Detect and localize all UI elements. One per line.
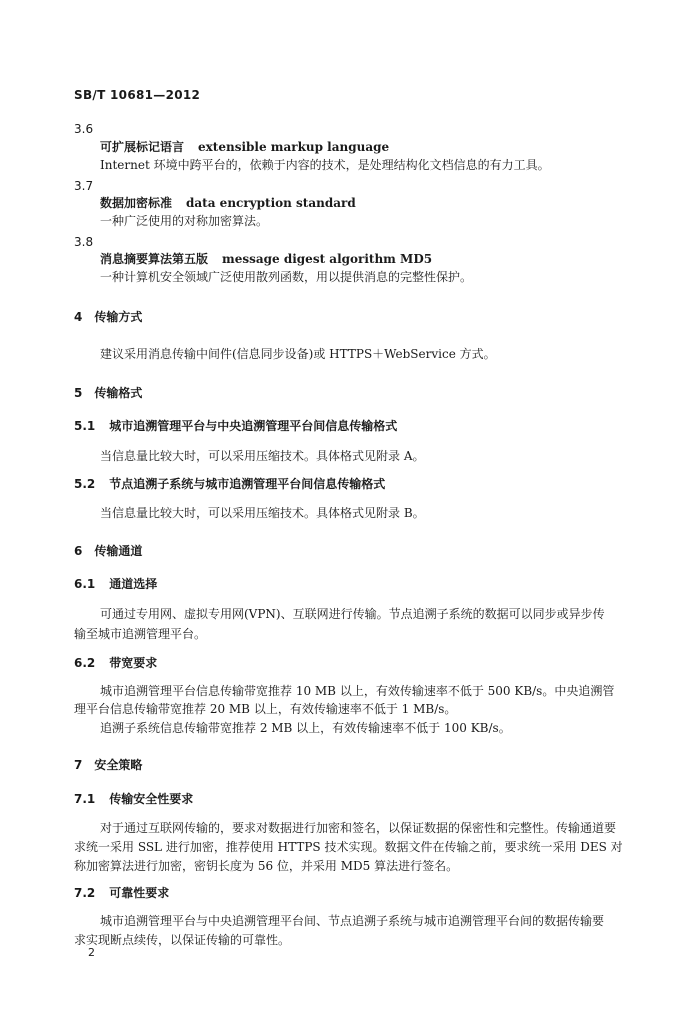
subsection-heading	[74, 418, 397, 434]
term-cn: 可扩展标记语言	[100, 140, 185, 154]
section-heading	[74, 757, 142, 773]
paragraph: 建议采用消息传输中间件(信息同步设备)或 HTTPS＋WebService 方式。	[100, 347, 496, 361]
paragraph-line: 求实现断点续传，以保证传输的可靠性。	[74, 933, 291, 947]
term-number: 3.6	[74, 122, 94, 136]
term-heading	[100, 139, 389, 155]
subsection-heading	[74, 791, 193, 807]
section-title: 传输方式	[94, 310, 143, 324]
subsection-number: 7.2	[74, 886, 96, 900]
term-number: 3.7	[74, 179, 94, 193]
section-number: 5	[74, 386, 83, 400]
term-en: message digest algorithm MD5	[222, 252, 433, 266]
subsection-number: 5.2	[74, 477, 96, 491]
paragraph-line: 理平台信息传输带宽推荐 20 MB 以上，有效传输速率不低于 1 MB/s。	[74, 702, 457, 716]
section-heading	[74, 543, 142, 559]
paragraph-line: 城市追溯管理平台信息传输带宽推荐 10 MB 以上，有效传输速率不低于 500 KB/s。中央追溯管	[100, 684, 615, 698]
term-number: 3.8	[74, 235, 94, 249]
term-cn: 数据加密标准	[100, 196, 173, 210]
paragraph-line: 城市追溯管理平台与中央追溯管理平台间、节点追溯子系统与城市追溯管理平台间的数据传输要	[100, 914, 605, 928]
term-heading	[100, 251, 432, 267]
section-number: 7	[74, 758, 83, 772]
section-number: 6	[74, 544, 83, 558]
paragraph-line: 输至城市追溯管理平台。	[74, 627, 207, 641]
subsection-heading	[74, 476, 385, 492]
subsection-number: 5.1	[74, 419, 96, 433]
section-number: 4	[74, 310, 83, 324]
subsection-number: 6.1	[74, 577, 96, 591]
paragraph-line: 对于通过互联网传输的，要求对数据进行加密和签名，以保证数据的保密性和完整性。传输通道要	[100, 821, 617, 835]
term-en: extensible markup language	[198, 140, 390, 154]
subsection-title: 城市追溯管理平台与中央追溯管理平台间信息传输格式	[109, 419, 398, 433]
term-cn: 消息摘要算法第五版	[100, 252, 209, 266]
subsection-title: 节点追溯子系统与城市追溯管理平台间信息传输格式	[109, 477, 386, 491]
standard-code-header: SB/T 10681—2012	[74, 88, 201, 102]
paragraph-line: 称加密算法进行加密，密钥长度为 56 位，并采用 MD5 算法进行签名。	[74, 859, 459, 873]
section-heading	[74, 309, 142, 325]
paragraph: 当信息量比较大时，可以采用压缩技术。具体格式见附录 B。	[100, 506, 425, 520]
term-definition: Internet 环境中跨平台的，依赖于内容的技术，是处理结构化文档信息的有力工具。	[100, 158, 550, 172]
section-title: 安全策略	[94, 758, 143, 772]
subsection-title: 带宽要求	[109, 656, 158, 670]
section-title: 传输通道	[94, 544, 143, 558]
paragraph: 当信息量比较大时，可以采用压缩技术。具体格式见附录 A。	[100, 449, 425, 463]
term-definition: 一种计算机安全领域广泛使用散列函数，用以提供消息的完整性保护。	[100, 270, 473, 284]
subsection-title: 通道选择	[109, 577, 158, 591]
subsection-number: 7.1	[74, 792, 96, 806]
subsection-heading	[74, 655, 157, 671]
section-title: 传输格式	[94, 386, 143, 400]
paragraph-line: 追溯子系统信息传输带宽推荐 2 MB 以上，有效传输速率不低于 100 KB/s。	[100, 721, 511, 735]
term-definition: 一种广泛使用的对称加密算法。	[100, 214, 269, 228]
section-heading	[74, 385, 142, 401]
page-number: 2	[88, 946, 95, 959]
subsection-number: 6.2	[74, 656, 96, 670]
term-en: data encryption standard	[186, 196, 356, 210]
paragraph-line: 可通过专用网、虚拟专用网(VPN)、互联网进行传输。节点追溯子系统的数据可以同步或异步传	[100, 607, 605, 621]
subsection-title: 传输安全性要求	[109, 792, 194, 806]
paragraph-line: 求统一采用 SSL 进行加密，推荐使用 HTTPS 技术实现。数据文件在传输之前，要求统一采用 DES 对	[74, 840, 623, 854]
subsection-heading	[74, 885, 169, 901]
subsection-heading	[74, 576, 157, 592]
term-heading	[100, 195, 356, 211]
subsection-title: 可靠性要求	[109, 886, 170, 900]
